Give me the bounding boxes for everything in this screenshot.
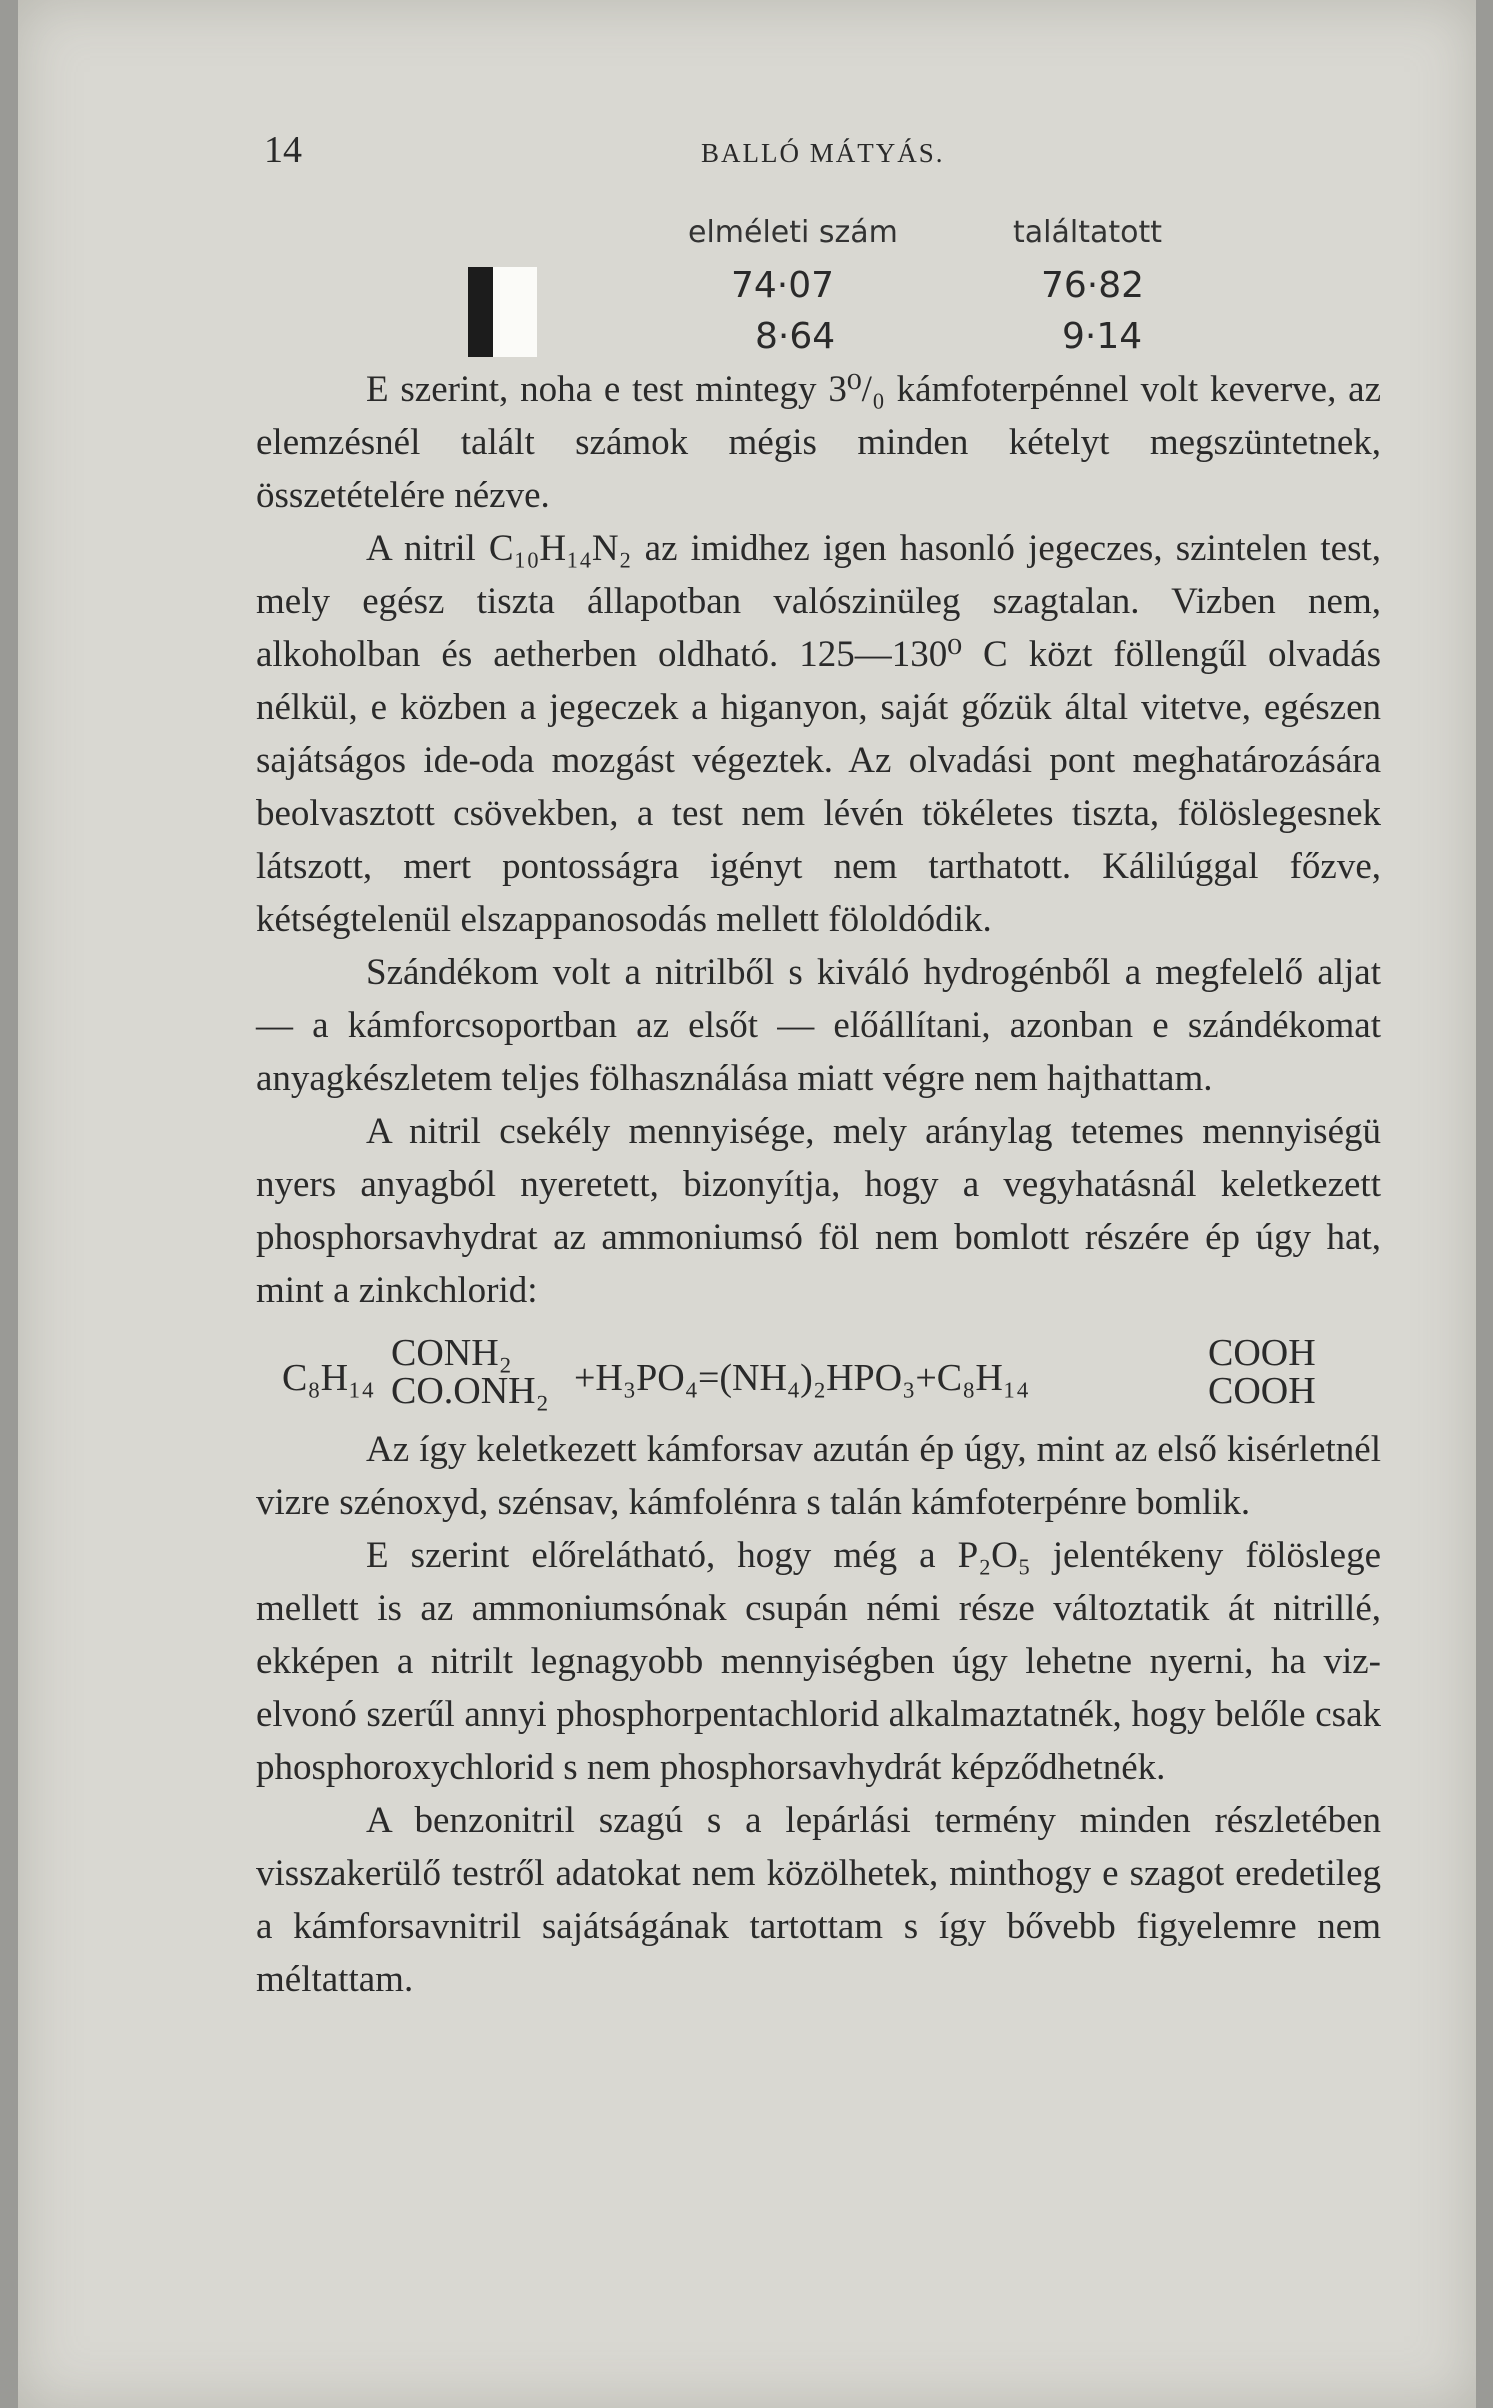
formula-right-top: COOH (1208, 1332, 1316, 1374)
paragraph: E szerint, noha e test mintegy 3⁰/₀ kámfoterpénnel volt keverve, az elemzésnél talált számok mégis minden kételyt megszüntetnek, összetételére nézve. (256, 369, 1381, 516)
formula-right-bottom: COOH (1208, 1370, 1316, 1412)
paragraph: Szándékom volt a nitrilből s kiváló hydrogénből a megfelelő aljat — a kámforcsoportban az elsőt — előállítani, azonban e szándékomat anyagkészletem teljes fölhasználása miatt végre nem hajthattam. (256, 952, 1381, 1099)
theoretical-value: 8·64 (755, 316, 836, 357)
formula-left-top: CONH₂ (391, 1332, 512, 1374)
found-value: 9·14 (1062, 316, 1143, 357)
found-value: 76·82 (1041, 265, 1145, 306)
page-header (246, 128, 1356, 178)
page-number: 14 (264, 129, 302, 171)
document-page (18, 0, 1476, 2408)
running-title: BALLÓ MÁTYÁS. (701, 138, 945, 168)
paragraph: A nitril csekély mennyisége, mely aránylag tetemes mennyiségü nyers anyagból nyeretett, bizonyítja, hogy a vegyhatásnál keletkezett phosphorsavhydrat az ammoniumsó föl nem bomlott részére ép úgy hat, mint a zinkchlorid: (256, 1111, 1381, 1311)
formula-left-bottom: CO.ONH₂ (391, 1370, 549, 1412)
chemical-equation (256, 1317, 1381, 1423)
theoretical-value: 74·07 (731, 265, 835, 306)
found-header: találtatott (1013, 215, 1162, 250)
body-text (256, 363, 1381, 2006)
paragraph: E szerint előrelátható, hogy még a P₂O₅ jelentékeny fölöslege mellett is az ammoniumsónak csupán némi része változtatik át nitrillé, ekképen a nitrilt legnagyobb mennyiségben úgy lehetne nyerni, ha viz-elvonó szerűl annyi phosphorpentachlorid alkalmaztatnék, hogy belőle csak phosphoroxychlorid s nem phosphorsavhydrát képződhetnék. (256, 1535, 1381, 1788)
paragraph: A nitril C₁₀H₁₄N₂ az imidhez igen hasonló jegeczes, szintelen test, mely egész tiszta állapotban valószinüleg szagtalan. Vizben nem, alkoholban és aetherben oldható. 125—130⁰ C közt föllengűl olvadás nélkül, e közben a jegeczek a higanyon, saját gőzük által vitetve, egészen sajátságos ide-oda mozgást végeztek. Az olvadási pont meghatározására beolvasztott csövekben, a test nem lévén tökéletes tiszta, fölöslegesnek látszott, mert pontosságra igényt nem tarthatott. Kálilúggal főzve, kétségtelenül elszappanosodás mellett föloldódik. (256, 528, 1381, 940)
formula-left-base: C₈H₁₄ (282, 1357, 375, 1399)
paragraph: Az így keletkezett kámforsav azután ép úgy, mint az első kisérletnél vizre szénoxyd, szénsav, kámfolénra s talán kámfoterpénre bomlik. (256, 1429, 1381, 1523)
theoretical-header: elméleti szám (688, 215, 898, 250)
formula-middle: +H₃PO₄=(NH₄)₂HPO₃+C₈H₁₄ (574, 1357, 1030, 1399)
paragraph: A benzonitril szagú s a lepárlási termény minden részletében visszakerülő testről adatokat nem közölhetek, minthogy e szagot eredetileg a kámforsavnitril sajátságának tartottam s így bővebb figyelemre nem méltattam. (256, 1800, 1381, 2000)
white-patch (493, 267, 537, 357)
